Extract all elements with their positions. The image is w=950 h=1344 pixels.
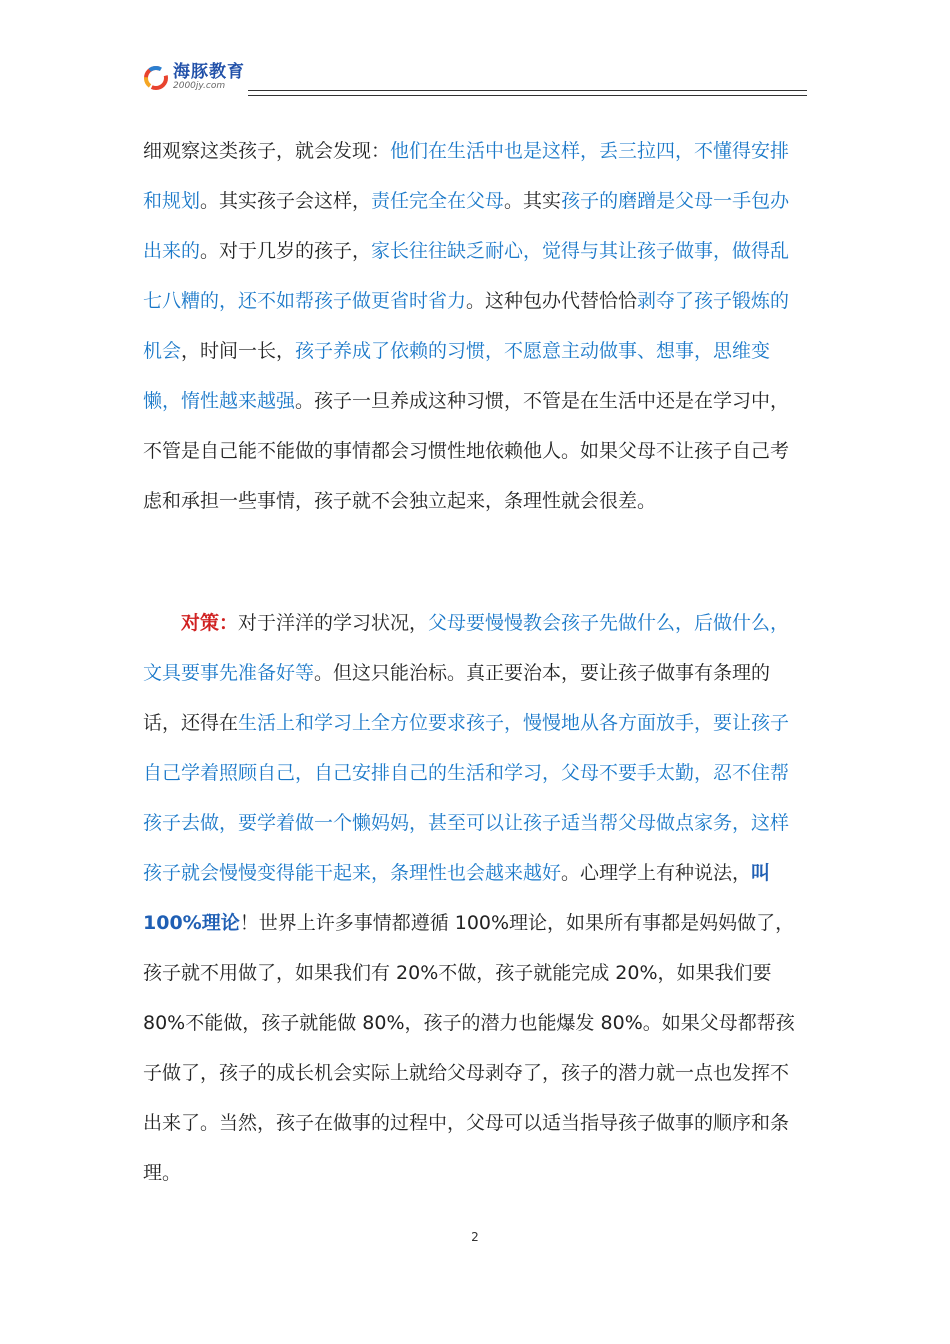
text-run: 。心理学上有种说法， [561,862,752,884]
highlight-run: 孩子养成了依赖的习惯，不愿意主动做事、想事，思维变懒，惰性越来越强 [143,340,771,412]
text-run: 细观察这类孩子，就会发现： [143,140,391,162]
header-rule-thin [248,95,807,96]
text-run: 。其实孩子会这样， [200,190,372,212]
text-run: 。孩子一旦养成这种习惯，不管是在生活中还是在学习中，不管是自己能不能做的事情都会习惯性地依赖他人。如果父母不让孩子自己考虑和承担一些事情，孩子就不会独立起来，条理性就会很差。 [143,390,790,512]
text-run: 对于洋洋的学习状况， [238,612,429,634]
text-run: 。这种包办代替恰恰 [466,290,638,312]
text-run: 。其实 [504,190,562,212]
strategy-label: 对策： [181,612,239,634]
highlight-run: 父母要慢慢教会孩子先做什么，后做什么，文具要事先准备好等 [143,612,790,684]
paragraph-2 [143,598,807,1198]
theory-highlight: 叫 100%理论 [143,862,771,934]
highlight-run: 家长往往缺乏耐心，觉得与其让孩子做事，做得乱七八糟的，还不如帮孩子做更省时省力 [143,240,790,312]
brand-domain: 2000jy.com [173,81,226,91]
text-run: ！世界上许多事情都遵循 100%理论，如果所有事都是妈妈做了，孩子就不用做了，如果我们有 20%不做，孩子就能完成 20%，如果我们要 80%不能做，孩子就能做 80%，孩子的潜力也能爆发 80%。如果父母都帮孩子做了，孩子的成长机会实际上就给父母剥夺了，孩子的潜力就一点也发挥不出来了。当然，孩子在做事的过程中，父母可以适当指导孩子做事的顺序和条理。 [143,912,795,1184]
highlight-run: 生活上和学习上全方位要求孩子，慢慢地从各方面放手，要让孩子自己学着照顾自己，自己安排自己的生活和学习，父母不要手太勤，忍不住帮孩子去做，要学着做一个懒妈妈，甚至可以让孩子适当帮父母做点家务，这样孩子就会慢慢变得能干起来，条理性也会越来越好 [143,712,790,884]
highlight-run: 责任完全在父母 [371,190,505,212]
brand-name: 海豚教育 [173,62,245,82]
logo [143,64,245,91]
page-number: 2 [471,1230,479,1244]
paragraph-1 [143,126,807,526]
text-run: ，时间一长， [181,340,296,362]
page-header [143,62,807,102]
text-run: 。但这只能治标。真正要治本，要让孩子做事有条理的话，还得在 [143,662,771,734]
highlight-run: 剥夺了孩子锻炼的机会 [143,290,790,362]
dolphin-logo-icon [143,65,169,91]
highlight-run: 他们在生活中也是这样，丢三拉四，不懂得安排和规划 [143,140,790,212]
header-rule-thick [248,90,807,91]
text-run: 。对于几岁的孩子， [200,240,372,262]
highlight-run: 孩子的磨蹭是父母一手包办出来的 [143,190,790,262]
